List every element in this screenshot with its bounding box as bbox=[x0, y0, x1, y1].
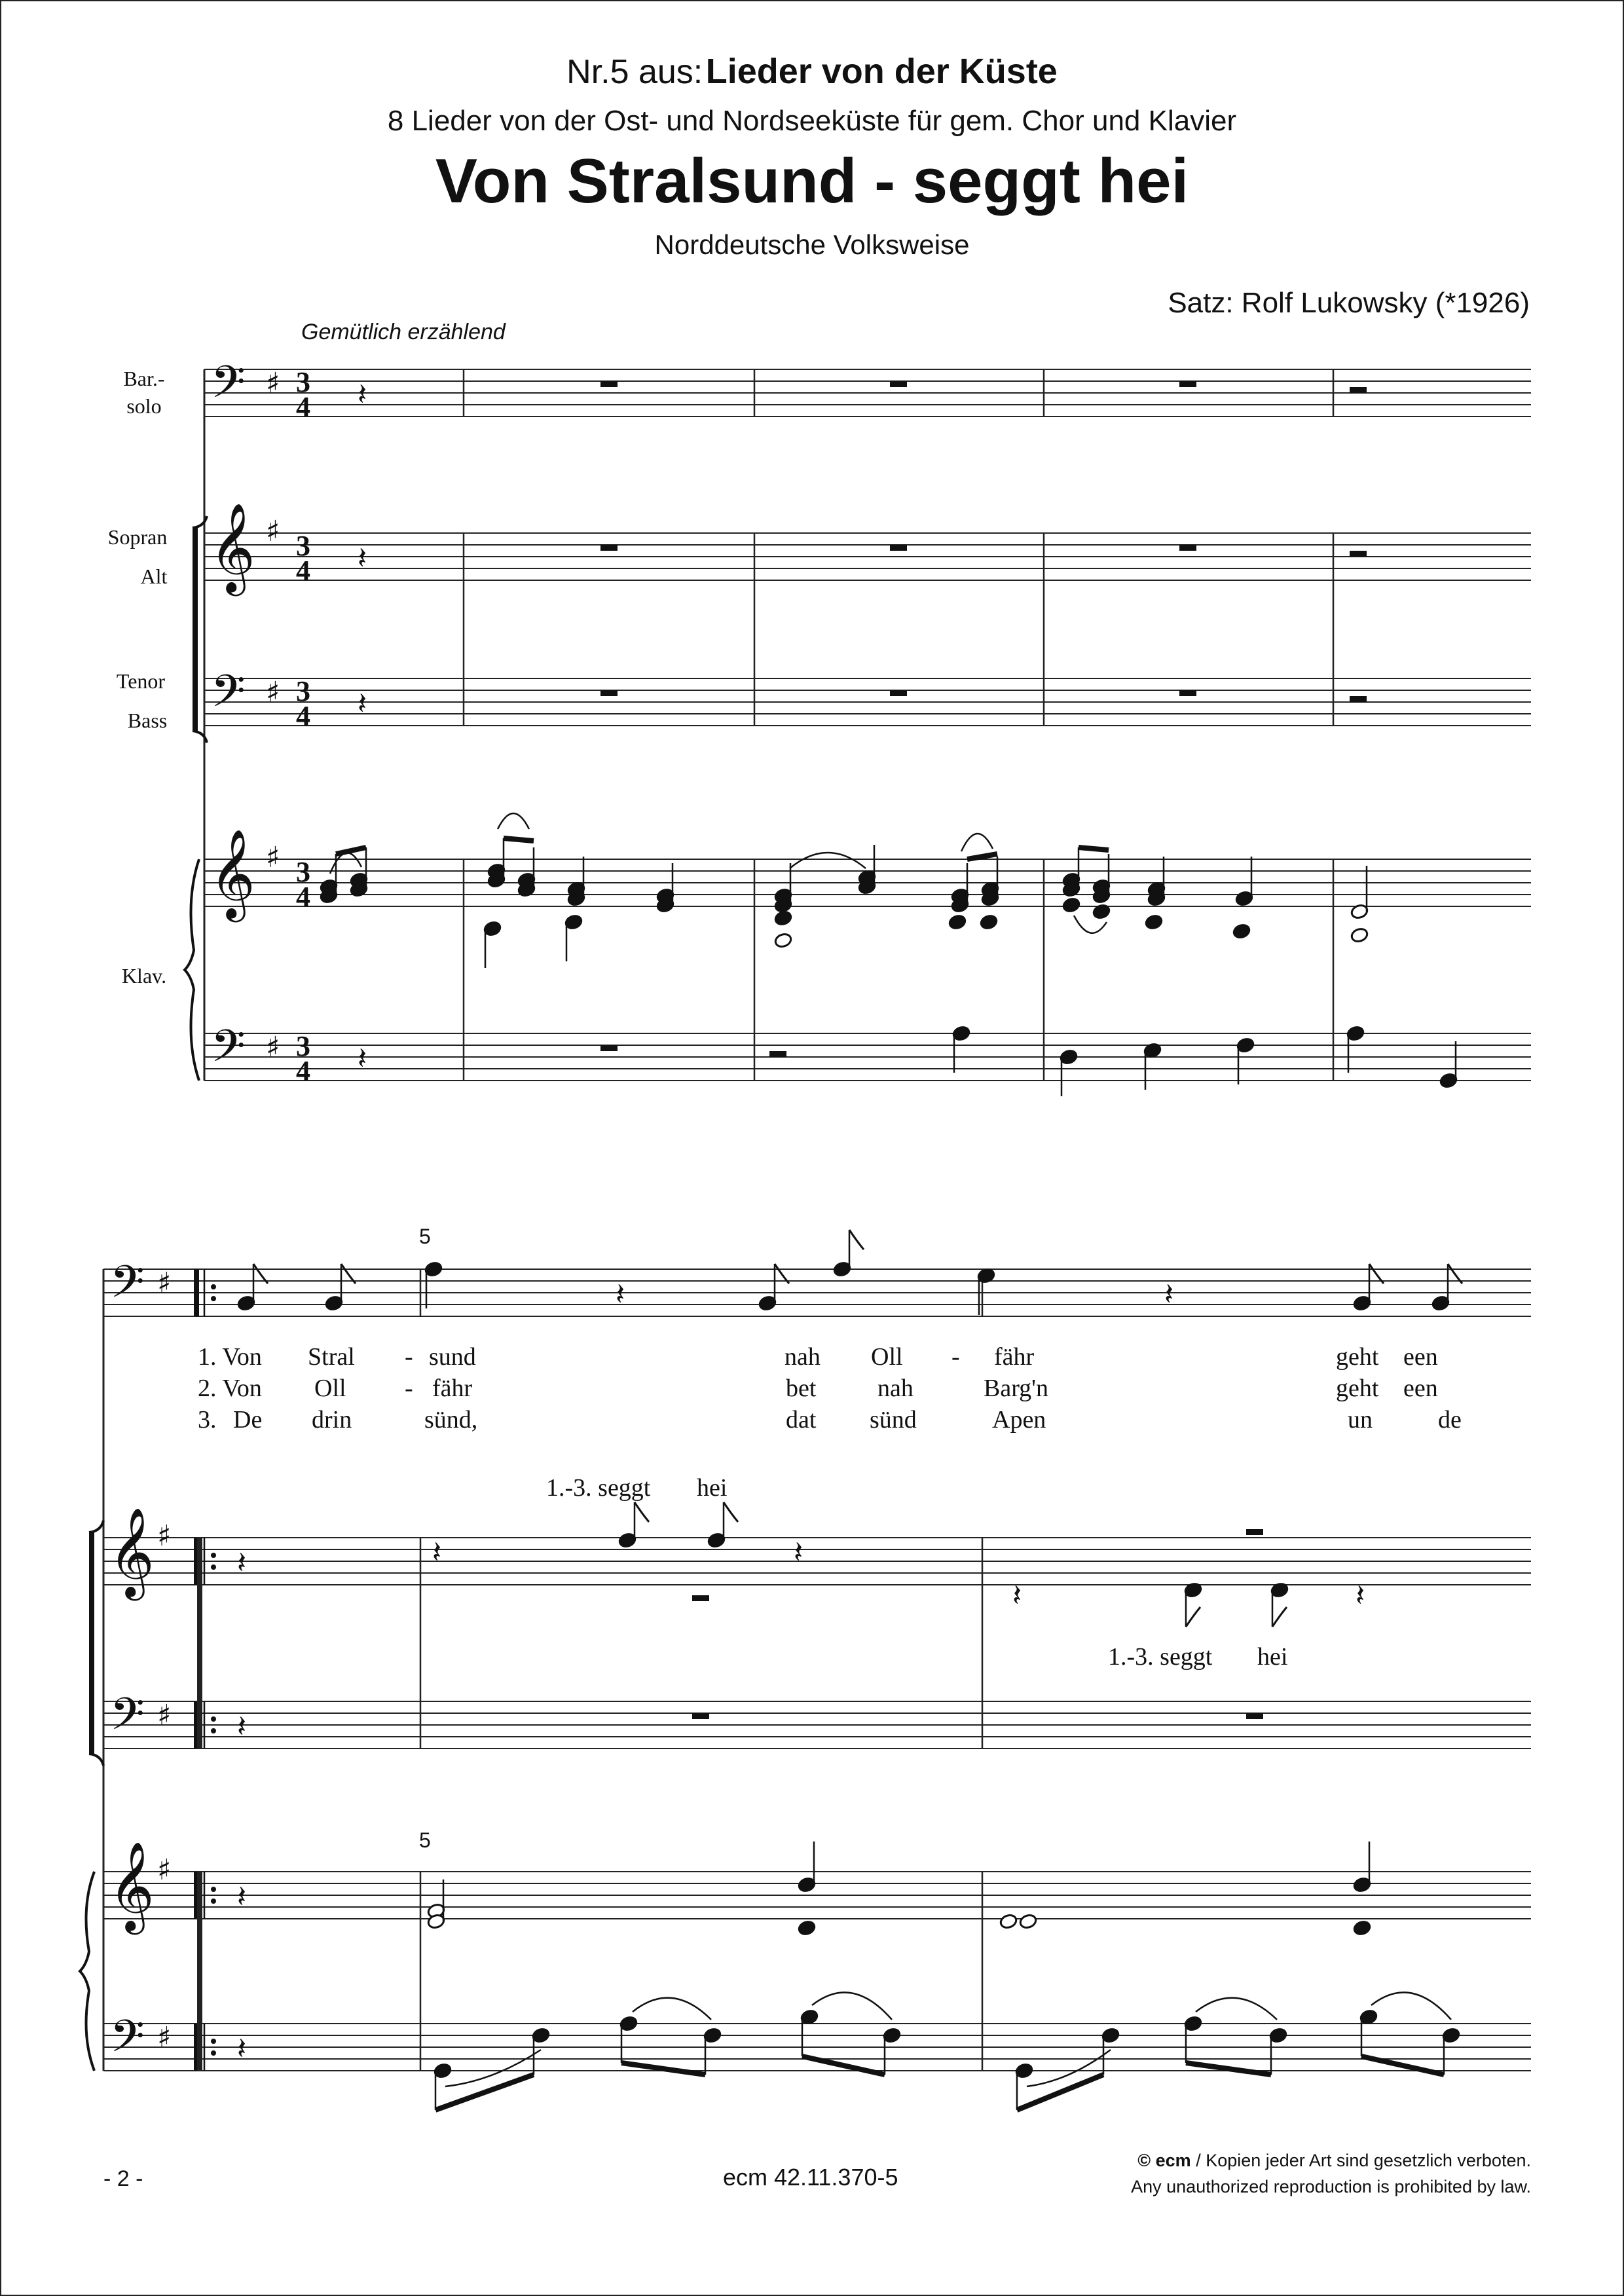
measure-number-5-solo: 5 bbox=[419, 1225, 431, 1248]
pl-m5-slur3 bbox=[812, 1992, 892, 2020]
lyric-choir-upper-2: hei bbox=[697, 1474, 728, 1502]
half-rest-ten bbox=[1350, 696, 1367, 702]
lyric-v1-10: een bbox=[1403, 1343, 1438, 1371]
pl-m5-slur1 bbox=[445, 2050, 541, 2086]
lyric-choir-upper-1: 1.-3. seggt bbox=[546, 1474, 651, 1502]
tempo-marking: Gemütlich erzählend bbox=[301, 320, 506, 344]
pr-m1-slur bbox=[498, 813, 529, 829]
sop-m5-rest1: 𝄽 bbox=[432, 1534, 442, 1570]
key-sharp-pr: ♯ bbox=[266, 841, 280, 874]
rest-solo-m0: 𝄽 bbox=[358, 377, 367, 412]
label-piano: Klav. bbox=[121, 964, 167, 988]
lyric-v1-7: - bbox=[951, 1343, 960, 1371]
key-sharp-sop-2: ♯ bbox=[157, 1519, 172, 1553]
lyric-v1-6: Oll bbox=[871, 1343, 903, 1371]
treble-clef-piano: 𝄞 bbox=[210, 828, 255, 918]
choir-bracket-sys2-bottom bbox=[89, 1754, 103, 1766]
choir-bracket-sys2-top bbox=[89, 1521, 103, 1532]
pl-m6-p2-beam bbox=[1186, 2063, 1271, 2075]
pl-m5-p1-beam bbox=[435, 2075, 534, 2110]
pr-m3-low3 bbox=[1145, 914, 1164, 930]
whole-rest-solo bbox=[890, 381, 907, 387]
piano-brace-sys2 bbox=[80, 1872, 94, 2071]
collection-title: Lieder von der Küste bbox=[705, 52, 1058, 91]
bass-clef-solo: 𝄢 bbox=[211, 357, 246, 419]
measure-number-5-piano: 5 bbox=[419, 1828, 431, 1852]
key-sharp-solo-2: ♯ bbox=[157, 1267, 172, 1300]
pr-m2-low2 bbox=[980, 914, 999, 930]
lyric-v1-1: 1. Von bbox=[198, 1343, 262, 1371]
sop-m5-n2-flag bbox=[724, 1502, 738, 1522]
treble-clef-piano-2: 𝄞 bbox=[109, 1840, 155, 1931]
lyric-v3-3: drin bbox=[312, 1406, 352, 1434]
key-sharp-ten-2: ♯ bbox=[157, 1699, 172, 1732]
pr-m2-slur bbox=[790, 853, 866, 868]
pl-m5-slur2 bbox=[633, 1998, 711, 2020]
lyric-v2-7: Barg'n bbox=[984, 1375, 1049, 1402]
rest-pl-m0: 𝄽 bbox=[358, 1041, 367, 1076]
whole-rest-sop bbox=[600, 545, 618, 551]
pr-m6-n2 bbox=[1019, 1913, 1038, 1929]
key-sharp-sop: ♯ bbox=[266, 515, 280, 548]
label-sopran: Sopran bbox=[107, 525, 168, 549]
lyric-v1-3: - bbox=[405, 1343, 413, 1371]
treble-clef-choir-2: 𝄞 bbox=[109, 1506, 155, 1597]
origin-line: Norddeutsche Volksweise bbox=[654, 229, 970, 260]
lyric-v2-6: nah bbox=[877, 1375, 913, 1402]
alt-m6-n2-flag bbox=[1272, 1607, 1287, 1627]
lyric-v3-7: Apen bbox=[992, 1406, 1046, 1434]
half-rest-pl bbox=[769, 1051, 786, 1057]
subtitle: 8 Lieder von der Ost- und Nordseeküste für gem. Chor und Klavier bbox=[387, 105, 1237, 137]
bass-clef-piano-2: 𝄢 bbox=[110, 2011, 145, 2073]
pl-m6-slur1 bbox=[1027, 2050, 1111, 2086]
lyric-v3-6: sünd bbox=[870, 1406, 917, 1434]
lyric-v3-9: de bbox=[1438, 1406, 1462, 1434]
pl-pickup-rest: 𝄽 bbox=[237, 2031, 247, 2066]
lyric-v2-1: 2. Von bbox=[198, 1375, 262, 1402]
lyric-v1-8: fähr bbox=[994, 1343, 1035, 1371]
pr-m3-low1 bbox=[1062, 897, 1081, 913]
lyric-v1-5: nah bbox=[784, 1343, 821, 1371]
whole-rest-sop bbox=[890, 545, 907, 551]
pr-m2-c1-n2 bbox=[774, 910, 793, 926]
lyric-v2-9: een bbox=[1403, 1375, 1438, 1402]
time-sig-pr-top: 3 bbox=[296, 856, 310, 888]
lyric-v3-2: De bbox=[233, 1406, 263, 1434]
repeat-sign-ten-dot1 bbox=[211, 1716, 216, 1722]
label-bar-solo-2: solo bbox=[126, 394, 162, 418]
time-sig-solo-bottom: 4 bbox=[296, 391, 310, 423]
pr-m3-low4 bbox=[1232, 923, 1251, 939]
repeat-sign-solo-dot1 bbox=[211, 1284, 216, 1289]
song-title: Von Stralsund - seggt hei bbox=[435, 146, 1189, 216]
pr-m2-slur2 bbox=[961, 834, 993, 851]
lyric-v3-1: 3. bbox=[198, 1406, 217, 1434]
lyric-choir-lower-2: hei bbox=[1257, 1643, 1288, 1671]
time-sig-sop-top: 3 bbox=[296, 530, 310, 562]
key-sharp-ten: ♯ bbox=[266, 676, 280, 709]
whole-rest-sop bbox=[1179, 545, 1196, 551]
pl-m6-slur2 bbox=[1196, 1998, 1277, 2020]
time-sig-ten-top: 3 bbox=[296, 675, 310, 707]
whole-rest-ten bbox=[1179, 690, 1196, 696]
label-tenor: Tenor bbox=[116, 669, 166, 693]
lyric-v3-8: un bbox=[1348, 1406, 1373, 1434]
pr-m3-beam bbox=[1079, 847, 1109, 850]
lyric-v3-4: sünd, bbox=[424, 1406, 478, 1434]
lyric-v1-2: Stral bbox=[308, 1343, 355, 1371]
page-number: - 2 - bbox=[103, 2166, 143, 2191]
bass-clef-solo-2: 𝄢 bbox=[110, 1257, 145, 1319]
time-sig-solo-top: 3 bbox=[296, 366, 310, 398]
whole-rest-pl bbox=[600, 1045, 618, 1051]
repeat-sign-pl-dot2 bbox=[211, 2050, 216, 2056]
pr-m4-n2 bbox=[1350, 927, 1369, 943]
pl-m6-slur3 bbox=[1371, 1992, 1451, 2020]
alt-m5-whole-rest bbox=[692, 1595, 709, 1601]
collection-prefix: Nr.5 aus: bbox=[566, 53, 703, 91]
copyright-english: Any unauthorized reproduction is prohibited by law. bbox=[1131, 2177, 1531, 2196]
repeat-sign-pr-dot2 bbox=[211, 1898, 216, 1904]
repeat-sign-pr-dot1 bbox=[211, 1887, 216, 1892]
pr-m1-beam bbox=[504, 838, 534, 841]
half-rest-solo bbox=[1350, 387, 1367, 393]
treble-clef-choir: 𝄞 bbox=[210, 502, 255, 592]
label-alt: Alt bbox=[140, 565, 168, 588]
lyric-v1-4: sund bbox=[429, 1343, 476, 1371]
sop-m5-n1-flag bbox=[635, 1502, 649, 1522]
lyric-v2-3: - bbox=[405, 1375, 413, 1402]
lyric-v1-9: geht bbox=[1336, 1343, 1379, 1371]
alt-m6-n1-flag bbox=[1186, 1607, 1200, 1627]
lyric-v3-5: dat bbox=[786, 1406, 817, 1434]
whole-rest-ten bbox=[600, 690, 618, 696]
whole-rest-solo bbox=[1179, 381, 1196, 387]
label-bar-solo-1: Bar.- bbox=[123, 367, 165, 390]
catalog-number: ecm 42.11.370-5 bbox=[723, 2164, 898, 2191]
pr-pickup-rest: 𝄽 bbox=[237, 1879, 247, 1914]
copyright-mark: © ecm bbox=[1137, 2151, 1191, 2170]
whole-rest-ten bbox=[890, 690, 907, 696]
lyric-choir-lower-1: 1.-3. seggt bbox=[1108, 1643, 1213, 1671]
pl-m5-p2-beam bbox=[621, 2063, 705, 2075]
pr-m2-half bbox=[774, 932, 793, 948]
pl-m6-p1-beam bbox=[1017, 2075, 1103, 2110]
lyric-v2-8: geht bbox=[1336, 1375, 1379, 1402]
label-bass: Bass bbox=[127, 709, 168, 732]
ten-m6-whole-rest bbox=[1246, 1713, 1263, 1719]
lyric-v2-5: bet bbox=[786, 1375, 817, 1402]
time-sig-pr-bottom: 4 bbox=[296, 881, 310, 913]
solo-m5-rest: 𝄽 bbox=[616, 1276, 625, 1312]
arranger-credit: Satz: Rolf Lukowsky (*1926) bbox=[1168, 287, 1530, 319]
bass-clef-choir-2: 𝄢 bbox=[110, 1689, 145, 1751]
repeat-sign-sop-dot2 bbox=[211, 1565, 216, 1570]
bass-clef-piano: 𝄢 bbox=[211, 1021, 246, 1083]
repeat-sign-solo-dot2 bbox=[211, 1296, 216, 1301]
key-sharp-solo: ♯ bbox=[266, 367, 280, 400]
solo-m6-rest: 𝄽 bbox=[1164, 1276, 1174, 1312]
copyright-german-text: / Kopien jeder Art sind gesetzlich verboten. bbox=[1196, 2151, 1531, 2170]
sop-m5-rest2: 𝄽 bbox=[794, 1534, 803, 1570]
pr-m5-n4 bbox=[798, 1919, 817, 1936]
repeat-sign-pl-dot1 bbox=[211, 2039, 216, 2044]
alt-m6-rest2: 𝄽 bbox=[1356, 1578, 1365, 1613]
ten-pickup-rest: 𝄽 bbox=[237, 1709, 247, 1744]
piano-brace-sys1 bbox=[185, 859, 199, 1081]
time-sig-sop-bottom: 4 bbox=[296, 555, 310, 587]
pr-m2-low1 bbox=[948, 914, 967, 930]
ten-m5-whole-rest bbox=[692, 1713, 709, 1719]
time-sig-pl-top: 3 bbox=[296, 1030, 310, 1062]
solo-m5-n3-flag bbox=[849, 1230, 864, 1250]
bass-clef-choir: 𝄢 bbox=[211, 666, 246, 728]
time-sig-ten-bottom: 4 bbox=[296, 700, 310, 732]
rest-ten-m0: 𝄽 bbox=[358, 686, 367, 721]
whole-rest-solo bbox=[600, 381, 618, 387]
pr-m2-beam bbox=[967, 854, 997, 859]
half-rest-sop bbox=[1350, 551, 1367, 557]
alt-m6-rest1: 𝄽 bbox=[1012, 1578, 1022, 1613]
lyric-v2-2: Oll bbox=[314, 1375, 346, 1402]
lyric-v2-4: fähr bbox=[432, 1375, 473, 1402]
pr-m6-n1 bbox=[999, 1913, 1018, 1929]
pr-m6-n4 bbox=[1353, 1919, 1372, 1936]
repeat-sign-ten-dot2 bbox=[211, 1728, 216, 1733]
sop-m6-half-rest bbox=[1246, 1529, 1263, 1535]
repeat-sign-sop-dot1 bbox=[211, 1553, 216, 1558]
time-sig-pl-bottom: 4 bbox=[296, 1055, 310, 1087]
key-sharp-pl: ♯ bbox=[266, 1031, 280, 1064]
key-sharp-pl-2: ♯ bbox=[157, 2021, 172, 2054]
sop-pickup-rest: 𝄽 bbox=[237, 1545, 247, 1580]
rest-sop-m0: 𝄽 bbox=[358, 540, 367, 576]
key-sharp-pr-2: ♯ bbox=[157, 1853, 172, 1887]
